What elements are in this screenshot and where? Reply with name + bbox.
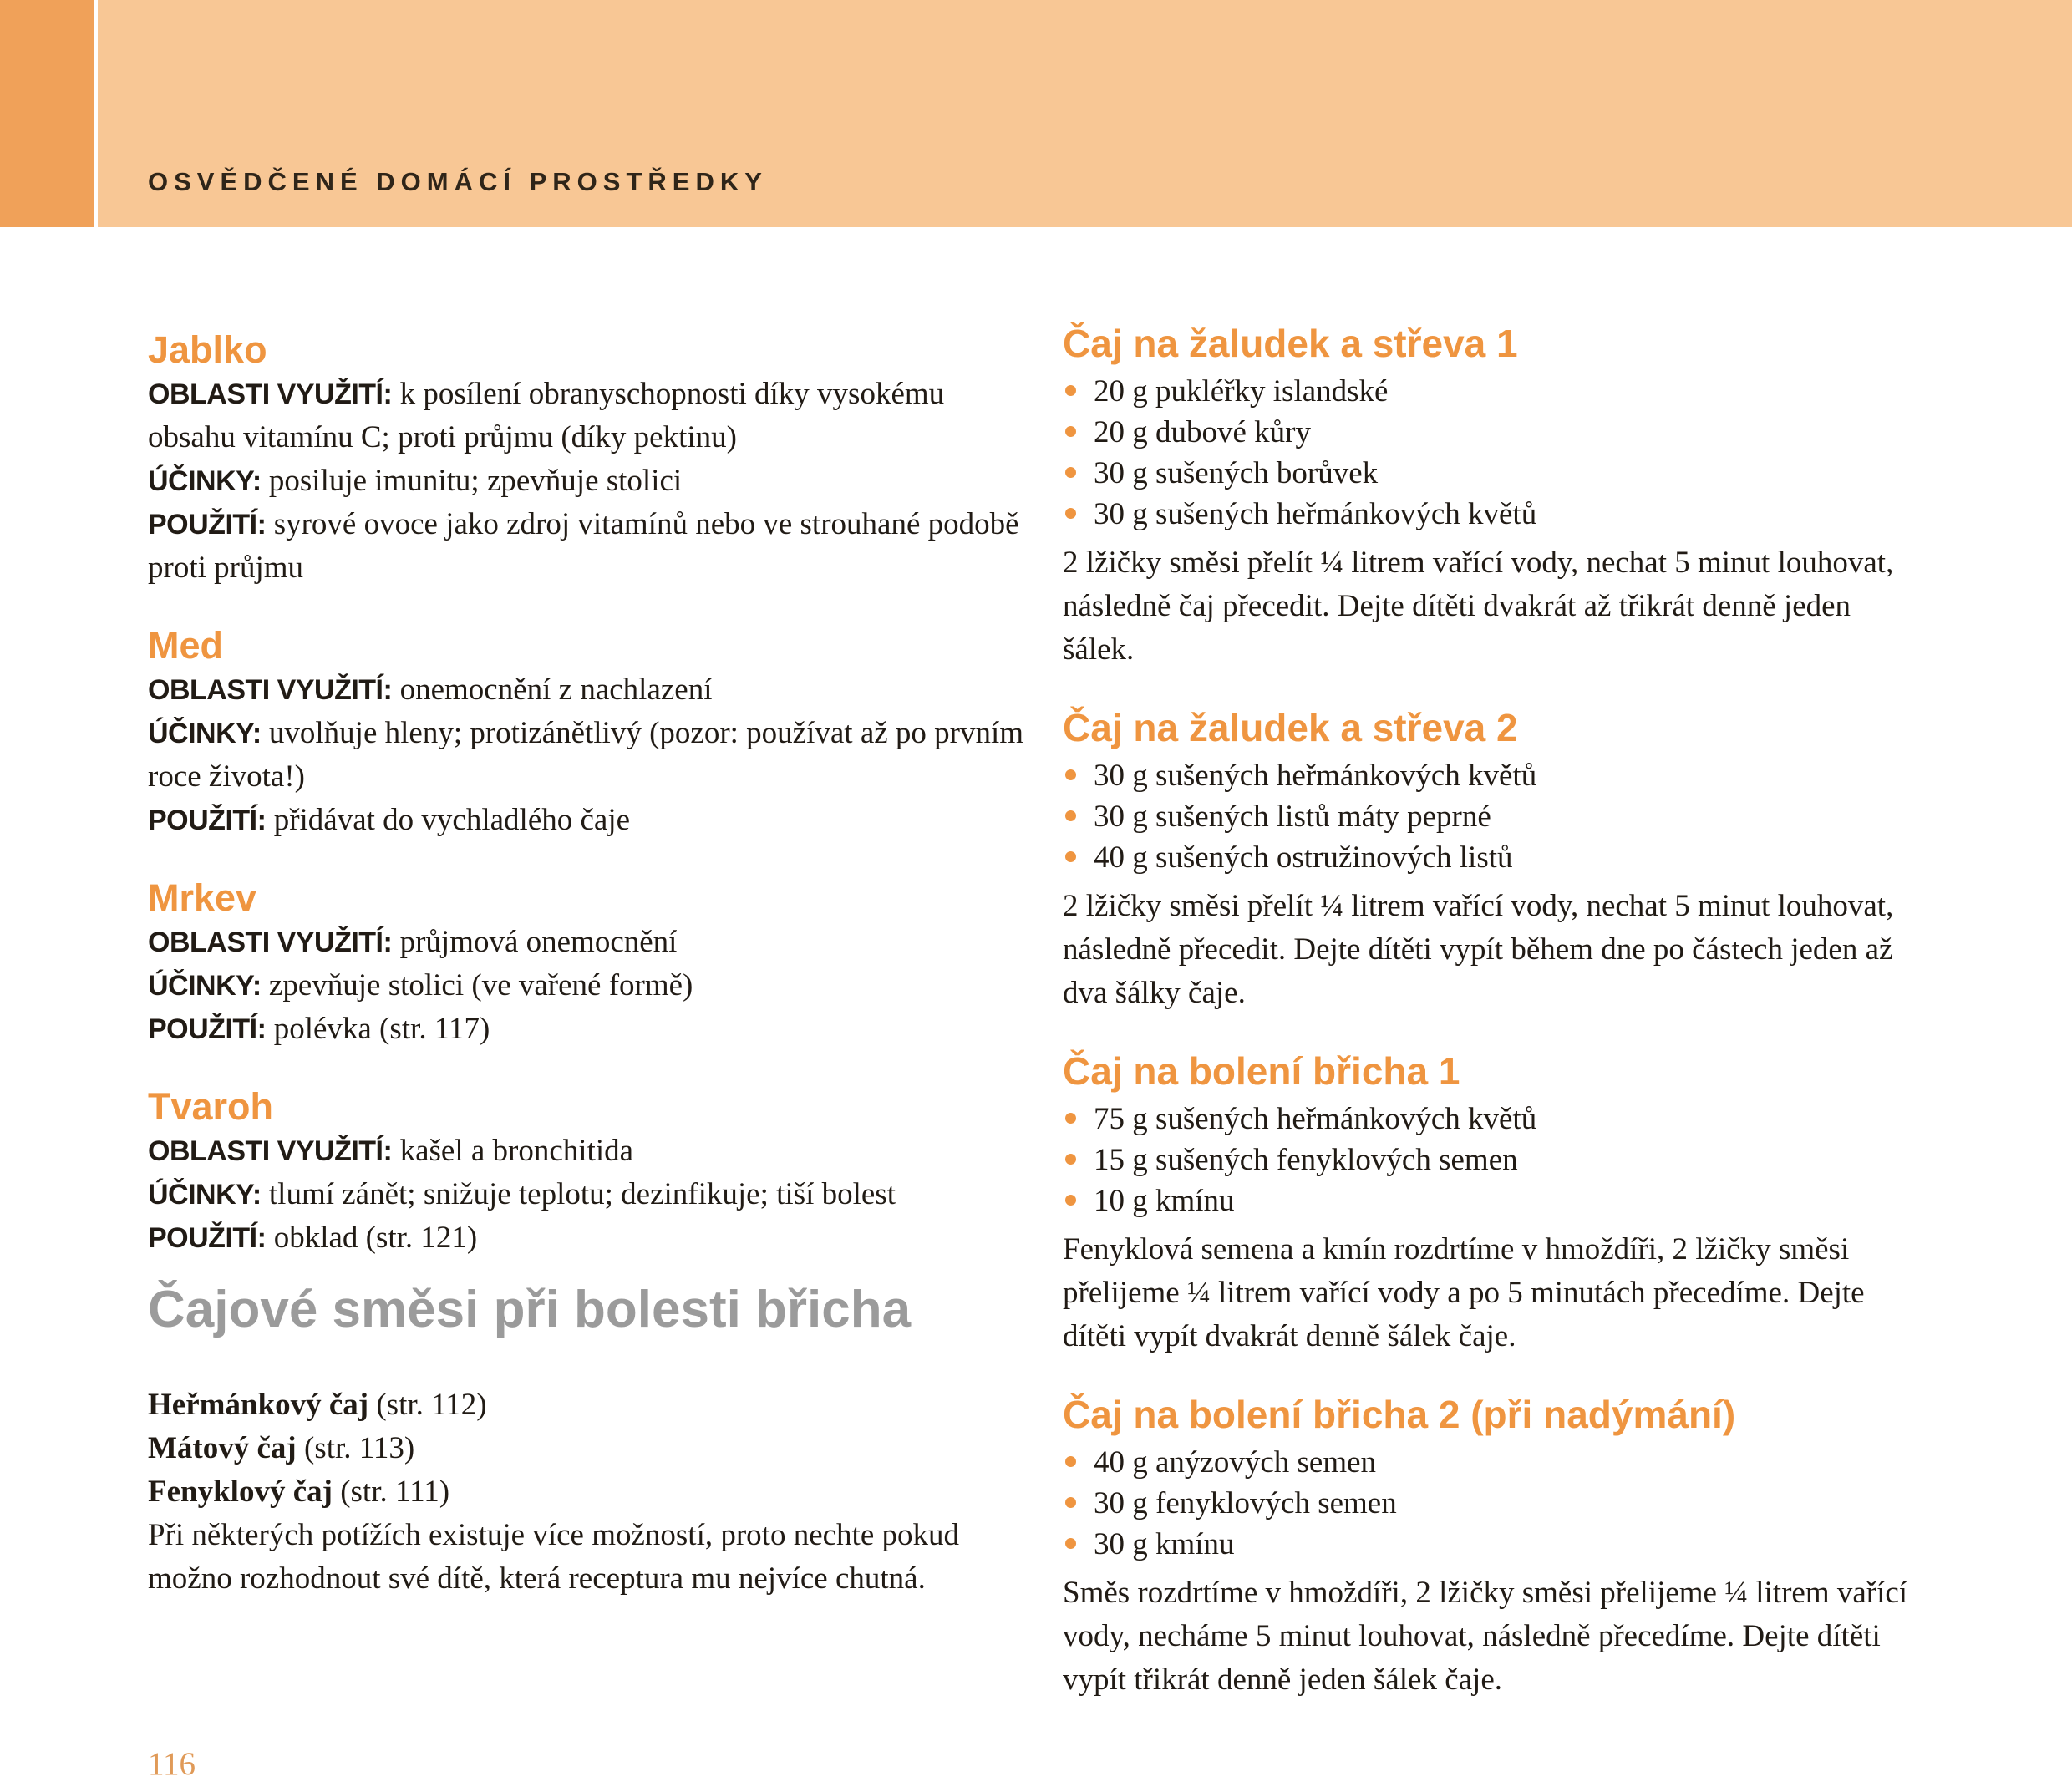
right-column xyxy=(1063,321,1923,1702)
remedy-sections xyxy=(148,327,1030,1260)
entry-label: POUŽITÍ: xyxy=(148,1013,267,1045)
ingredient-item: 30 g sušených borůvek xyxy=(1063,453,1923,494)
remedy-title: Mrkev xyxy=(148,876,257,919)
ingredient-list xyxy=(1063,1442,1923,1565)
ingredient-item: 20 g dubové kůry xyxy=(1063,412,1923,453)
remedy-title: Jablko xyxy=(148,328,267,371)
entry-label: ÚČINKY: xyxy=(148,970,262,1002)
remedy-title: Tvaroh xyxy=(148,1085,274,1128)
recipe-title: Čaj na bolení břicha 1 xyxy=(1063,1049,1460,1093)
recipe-title: Čaj na žaludek a střeva 1 xyxy=(1063,322,1518,365)
bullet-icon xyxy=(1065,467,1076,478)
tea-list-item: Fenyklový čaj (str. 111) xyxy=(148,1475,450,1509)
tea-list xyxy=(148,1383,1030,1514)
entry-label: OBLASTI VYUŽITÍ: xyxy=(148,1135,393,1167)
ingredient-list xyxy=(1063,755,1923,878)
bullet-icon xyxy=(1065,1497,1076,1508)
entry-label: ÚČINKY: xyxy=(148,718,262,749)
bullet-icon xyxy=(1065,851,1076,862)
bullet-icon xyxy=(1065,426,1076,437)
ingredient-item: 40 g anýzových semen xyxy=(1063,1442,1923,1483)
bullet-icon xyxy=(1065,769,1076,780)
ingredient-item: 20 g pukléřky islandské xyxy=(1063,371,1923,412)
ingredient-item: 75 g sušených heřmánkových květů xyxy=(1063,1099,1923,1140)
remedy-entry: ÚČINKY: tlumí zánět; snižuje teplotu; dezinfikuje; tiší bolest xyxy=(148,1177,896,1211)
bullet-icon xyxy=(1065,1195,1076,1206)
bullet-icon xyxy=(1065,1113,1076,1124)
tea-name: Fenyklový čaj xyxy=(148,1475,333,1509)
entry-label: POUŽITÍ: xyxy=(148,805,267,836)
recipes xyxy=(1063,321,1923,1702)
recipe-instructions: 2 lžičky směsi přelít ¼ litrem vařící vody, nechat 5 minut louhovat, následně přecedit. Dejte dítěti vypít během dne po částech jeden až dva šálky čaje. xyxy=(1063,889,1894,1010)
tea-name: Heřmánkový čaj xyxy=(148,1388,369,1422)
ingredient-item: 30 g sušených listů máty peprné xyxy=(1063,796,1923,837)
tea-list-item: Mátový čaj (str. 113) xyxy=(148,1431,415,1465)
remedy-entry: OBLASTI VYUŽITÍ: k posílení obranyschopnosti díky vysokému obsahu vitamínu C; proti průjmu (díky pektinu) xyxy=(148,377,945,454)
note-paragraph: Při některých potížích existuje více možností, proto nechte pokud možno rozhodnout své dítě, která receptura mu nejvíce chutná. xyxy=(148,1518,959,1596)
remedy-entry: ÚČINKY: zpevňuje stolici (ve vařené formě) xyxy=(148,968,693,1003)
ingredient-list xyxy=(1063,1099,1923,1221)
ingredient-item: 30 g kmínu xyxy=(1063,1524,1923,1565)
recipe-title: Čaj na žaludek a střeva 2 xyxy=(1063,706,1518,749)
bullet-icon xyxy=(1065,385,1076,396)
bullet-icon xyxy=(1065,1154,1076,1165)
entry-label: POUŽITÍ: xyxy=(148,1222,267,1254)
remedy-entry: POUŽITÍ: obklad (str. 121) xyxy=(148,1221,478,1255)
ingredient-item: 40 g sušených ostružinových listů xyxy=(1063,837,1923,878)
ingredient-item: 30 g sušených heřmánkových květů xyxy=(1063,494,1923,535)
remedy-entry: POUŽITÍ: přidávat do vychladlého čaje xyxy=(148,803,631,837)
entry-label: OBLASTI VYUŽITÍ: xyxy=(148,926,393,958)
ingredient-list xyxy=(1063,371,1923,535)
ingredient-item: 10 g kmínu xyxy=(1063,1180,1923,1221)
left-column xyxy=(148,327,1030,1601)
bullet-icon xyxy=(1065,810,1076,821)
entry-label: POUŽITÍ: xyxy=(148,509,267,541)
remedy-title: Med xyxy=(148,624,223,667)
recipe-instructions: Fenyklová semena a kmín rozdrtíme v hmoždíři, 2 lžičky směsi přelijeme ¼ litrem vařící vody a po 5 minutách přecedíme. Dejte dítěti vypít dvakrát denně šálek čaje. xyxy=(1063,1232,1865,1353)
bullet-icon xyxy=(1065,1538,1076,1549)
tea-list-item: Heřmánkový čaj (str. 112) xyxy=(148,1388,487,1422)
recipe-title: Čaj na bolení břicha 2 (při nadýmání) xyxy=(1063,1393,1736,1436)
tea-name: Mátový čaj xyxy=(148,1431,297,1465)
page-number: 116 xyxy=(148,1746,196,1782)
entry-label: ÚČINKY: xyxy=(148,1179,262,1211)
recipe-instructions: 2 lžičky směsi přelít ¼ litrem vařící vody, nechat 5 minut louhovat, následně čaj přecedit. Dejte dítěti dvakrát až třikrát denně jeden šálek. xyxy=(1063,546,1894,667)
entry-label: ÚČINKY: xyxy=(148,465,262,497)
remedy-entry: POUŽITÍ: syrové ovoce jako zdroj vitamínů nebo ve strouhané podobě proti průjmu xyxy=(148,507,1019,585)
section-heading: Čajové směsi při bolesti břicha xyxy=(148,1281,912,1338)
entry-label: OBLASTI VYUŽITÍ: xyxy=(148,378,393,410)
ingredient-item: 30 g sušených heřmánkových květů xyxy=(1063,755,1923,796)
remedy-entry: OBLASTI VYUŽITÍ: průjmová onemocnění xyxy=(148,925,678,959)
page-title: OSVĚDČENÉ DOMÁCÍ PROSTŘEDKY xyxy=(148,167,768,196)
remedy-entry: OBLASTI VYUŽITÍ: kašel a bronchitida xyxy=(148,1134,634,1168)
ingredient-item: 30 g fenyklových semen xyxy=(1063,1483,1923,1524)
recipe-instructions: Směs rozdrtíme v hmoždíři, 2 lžičky směsi přelijeme ¼ litrem vařící vody, necháme 5 minut louhovat, následně přecedíme. Dejte dítěti vypít třikrát denně jeden šálek čaje. xyxy=(1063,1576,1908,1697)
entry-label: OBLASTI VYUŽITÍ: xyxy=(148,674,393,706)
bullet-icon xyxy=(1065,508,1076,519)
header-accent-strip xyxy=(0,0,94,227)
ingredient-item: 15 g sušených fenyklových semen xyxy=(1063,1140,1923,1180)
remedy-entry: ÚČINKY: uvolňuje hleny; protizánětlivý (pozor: používat až po prvním roce života!) xyxy=(148,716,1024,794)
bullet-icon xyxy=(1065,1456,1076,1467)
remedy-entry: ÚČINKY: posiluje imunitu; zpevňuje stolici xyxy=(148,464,683,498)
remedy-entry: POUŽITÍ: polévka (str. 117) xyxy=(148,1012,490,1046)
remedy-entry: OBLASTI VYUŽITÍ: onemocnění z nachlazení xyxy=(148,673,713,707)
